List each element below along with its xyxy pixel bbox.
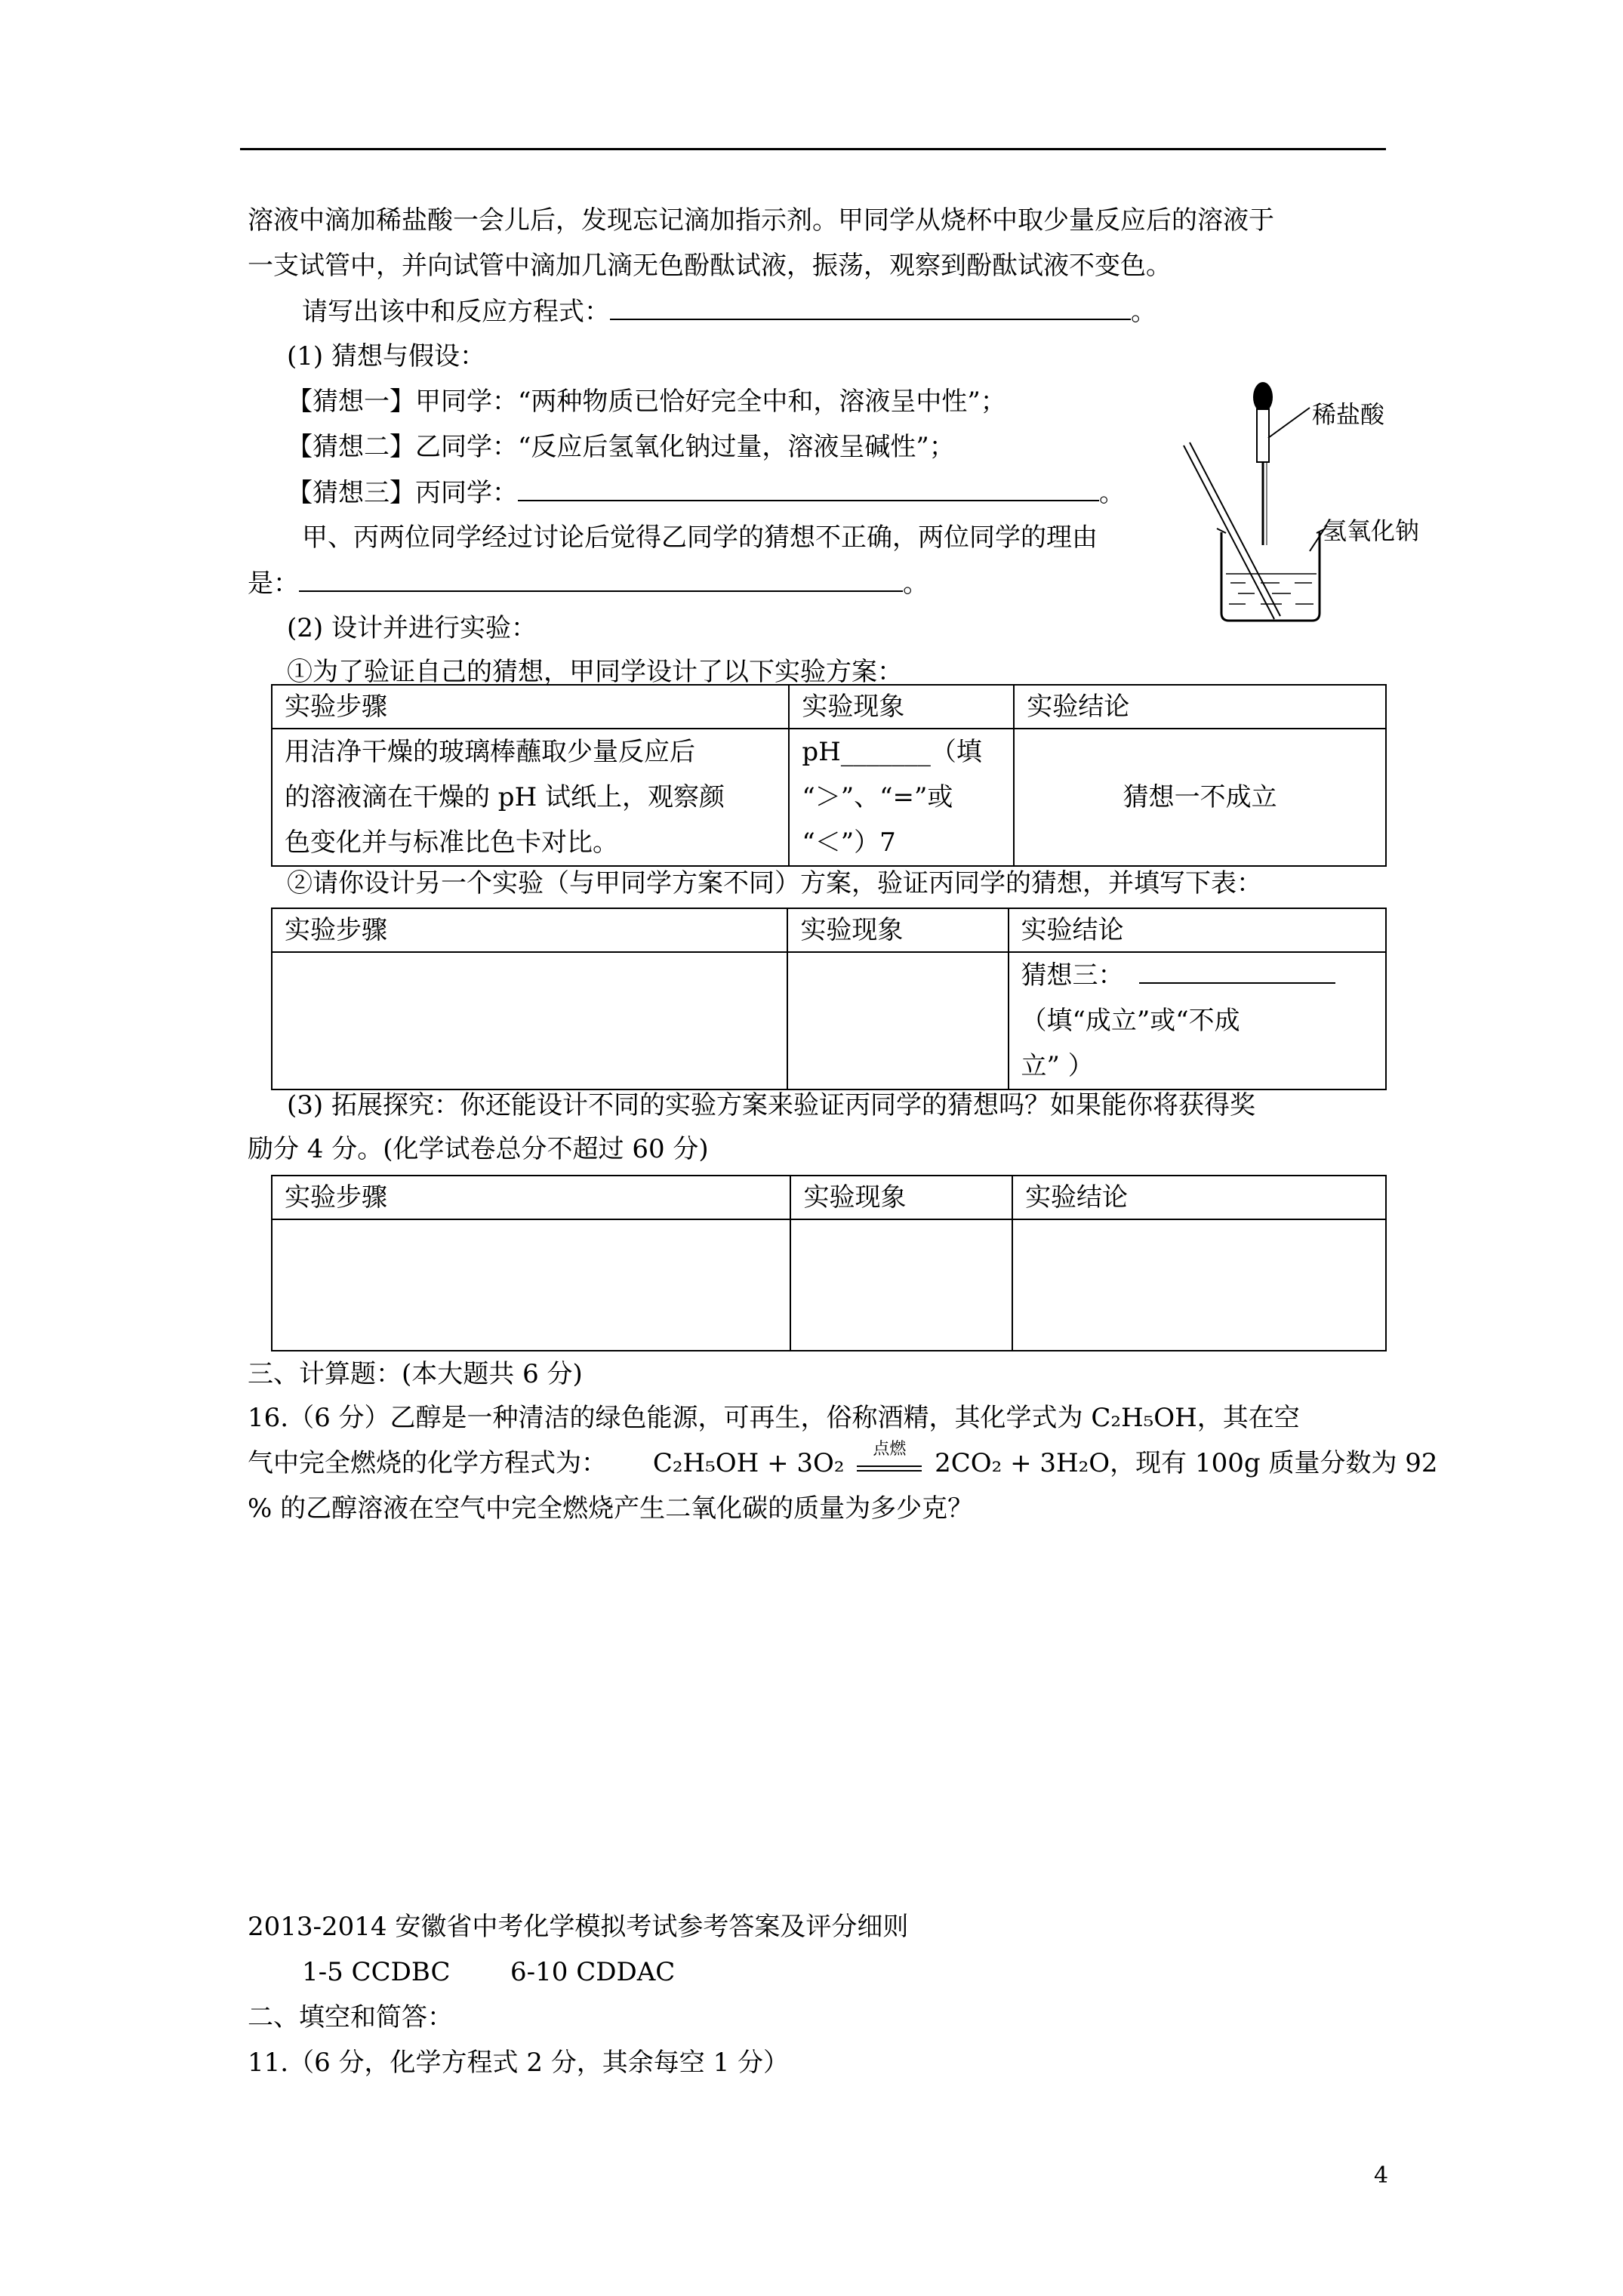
answers-mc-1: 1-5 CCDBC — [302, 1957, 451, 1987]
section2-sub1: ①为了验证自己的猜想，甲同学设计了以下实验方案： — [287, 657, 903, 687]
step-line: 用洁净干燥的玻璃棒蘸取少量反应后 — [285, 737, 695, 767]
table-cell-step-empty[interactable] — [272, 952, 787, 1089]
header-rule — [240, 148, 1386, 150]
table-cell-conclusion — [1009, 952, 1386, 1089]
table-cell-phenomenon-empty[interactable] — [790, 1219, 1012, 1351]
section3-line-1: (3) 拓展探究：你还能设计不同的实验方案来验证丙同学的猜想吗？如果能你将获得奖 — [287, 1090, 1255, 1120]
equation-period: 。 — [1131, 297, 1156, 327]
equation-left: C₂H₅OH + 3O₂ — [652, 1448, 845, 1478]
table-header: 实验步骤 — [272, 908, 787, 952]
section3-line-2: 励分 4 分。(化学试卷总分不超过 60 分) — [248, 1134, 709, 1164]
table-row — [272, 1176, 1386, 1219]
experiment-table-3 — [271, 1175, 1387, 1351]
reason-period: 。 — [903, 569, 929, 599]
equals-bar — [857, 1465, 922, 1472]
answers-part-2: 二、填空和简答： — [248, 2002, 453, 2032]
discussion-line: 甲、丙两位同学经过讨论后觉得乙同学的猜想不正确，两位同学的理由 — [302, 522, 1098, 553]
table-row — [272, 685, 1386, 729]
table-cell-conclusion: 猜想一不成立 — [1014, 729, 1386, 866]
table-cell-step — [272, 729, 789, 866]
guess-1: 【猜想一】甲同学：“两种物质已恰好完全中和，溶液呈中性”； — [287, 387, 1006, 417]
equation-prompt-text: 请写出该中和反应方程式： — [302, 297, 610, 327]
table-header: 实验结论 — [1014, 685, 1386, 729]
conclusion-line: 立” ） — [1021, 1051, 1094, 1081]
glass-rod — [1184, 445, 1274, 619]
equation-answer-blank[interactable] — [610, 296, 1131, 320]
table-row — [272, 1219, 1386, 1351]
table-header: 实验现象 — [790, 1176, 1012, 1219]
section1-heading: (1) 猜想与假设： — [287, 341, 485, 371]
guess-3 — [287, 477, 1125, 508]
guess-3-conclusion-label: 猜想三： — [1021, 960, 1124, 991]
guess-3-conclusion-blank[interactable] — [1139, 960, 1335, 984]
conclusion-line: （填“成立”或“不成 — [1021, 1006, 1240, 1036]
section2-sub2: ②请你设计另一个实验（与甲同学方案不同）方案，验证丙同学的猜想，并填写下表： — [287, 868, 1262, 898]
page-number: 4 — [1374, 2162, 1389, 2189]
step-line: 的溶液滴在干燥的 pH 试纸上，观察颜 — [285, 782, 725, 812]
table-header: 实验结论 — [1012, 1176, 1386, 1219]
table-cell-phenomenon — [789, 729, 1014, 866]
equation-right: 2CO₂ + 3H₂O，现有 100g 质量分数为 92 — [935, 1448, 1438, 1478]
equation-prompt — [302, 296, 1156, 327]
table-cell-phenomenon-empty[interactable] — [787, 952, 1008, 1089]
phenomenon-line[interactable]: pH_______（填 — [802, 737, 982, 767]
table-row — [272, 952, 1386, 1089]
condition-label: 点燃 — [873, 1440, 907, 1459]
guess-3-label: 【猜想三】丙同学： — [287, 478, 518, 508]
guess-3-period: 。 — [1099, 478, 1125, 508]
beaker-dropper-figure — [1147, 370, 1434, 634]
phenomenon-line: “＜”）7 — [802, 827, 896, 858]
table-header: 实验现象 — [787, 908, 1008, 952]
phenomenon-line: “＞”、“=”或 — [802, 782, 953, 812]
table-header: 实验现象 — [789, 685, 1014, 729]
guess-2: 【猜想二】乙同学：“反应后氢氧化钠过量，溶液呈碱性”； — [287, 432, 955, 462]
experiment-table-1 — [271, 684, 1387, 867]
q16-line-2 — [248, 1440, 1438, 1478]
experiment-table-2 — [271, 908, 1387, 1090]
reason-line — [248, 568, 929, 599]
reaction-condition — [857, 1440, 922, 1472]
q16-line-3: % 的乙醇溶液在空气中完全燃烧产生二氧化碳的质量为多少克？ — [248, 1493, 974, 1524]
table-header: 实验结论 — [1009, 908, 1386, 952]
step-line: 色变化并与标准比色卡对比。 — [285, 827, 618, 858]
section2-heading: (2) 设计并进行实验： — [287, 613, 537, 643]
dropper-icon — [1253, 382, 1273, 545]
answers-q11: 11.（6 分，化学方程式 2 分，其余每空 1 分） — [248, 2048, 790, 2078]
q16-line-2-text: 气中完全燃烧的化学方程式为： — [248, 1448, 607, 1478]
acid-label: 稀盐酸 — [1312, 400, 1385, 429]
base-label: 氢氧化钠 — [1323, 516, 1420, 545]
guess-3-blank[interactable] — [518, 477, 1099, 501]
table-row — [272, 908, 1386, 952]
beaker-icon — [1217, 529, 1326, 621]
table-cell-conclusion-empty[interactable] — [1012, 1219, 1386, 1351]
q16-line-1: 16.（6 分）乙醇是一种清洁的绿色能源，可再生，俗称酒精，其化学式为 C₂H₅OH，其在空 — [248, 1403, 1300, 1433]
answers-mc-2: 6-10 CDDAC — [510, 1957, 676, 1987]
table-row — [272, 729, 1386, 866]
table-cell-step-empty[interactable] — [272, 1219, 790, 1351]
calc-heading: 三、计算题：(本大题共 6 分) — [248, 1359, 583, 1389]
reason-blank[interactable] — [299, 568, 903, 592]
table-header: 实验步骤 — [272, 1176, 790, 1219]
intro-line-2: 一支试管中，并向试管中滴加几滴无色酚酞试液，振荡，观察到酚酞试液不变色。 — [248, 251, 1172, 281]
reason-prefix: 是： — [248, 569, 299, 599]
answers-title: 2013-2014 安徽省中考化学模拟考试参考答案及评分细则 — [248, 1912, 909, 1942]
table-header: 实验步骤 — [272, 685, 789, 729]
intro-line-1: 溶液中滴加稀盐酸一会儿后，发现忘记滴加指示剂。甲同学从烧杯中取少量反应后的溶液于 — [248, 205, 1274, 236]
